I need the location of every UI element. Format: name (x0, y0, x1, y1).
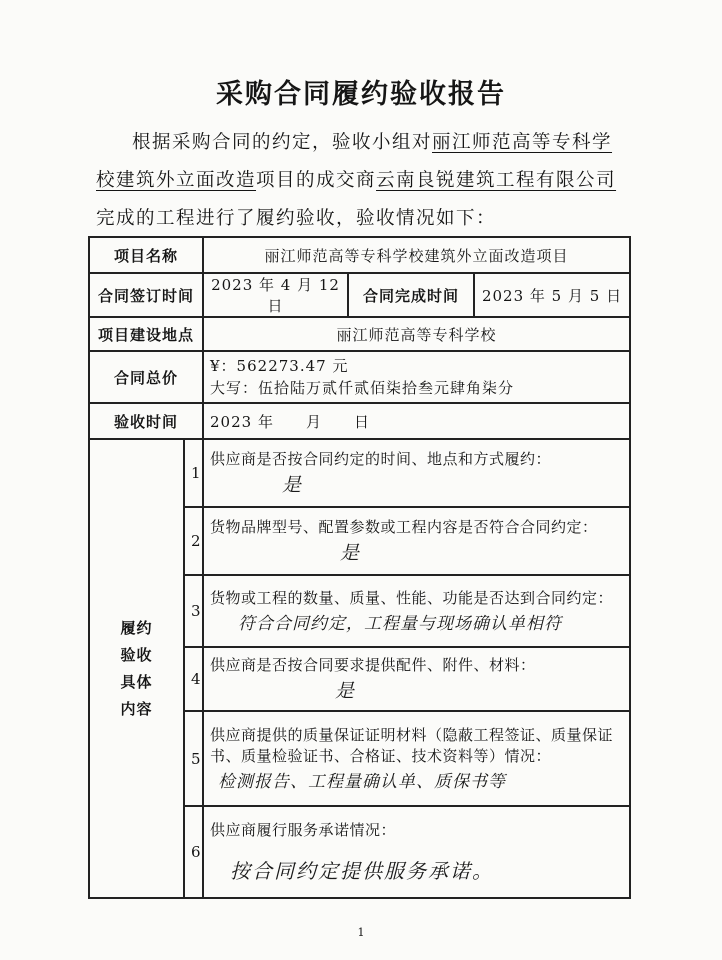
sign-date-label: 合同签订时间 (89, 273, 203, 317)
item-number: 5 (184, 711, 203, 806)
item-number: 2 (184, 507, 203, 575)
item-question: 货物或工程的数量、质量、性能、功能是否达到合同约定： (210, 589, 614, 607)
item-answer-handwritten: 是 (340, 542, 362, 564)
item-question: 供应商是否按合同约定的时间、地点和方式履约： (210, 450, 552, 468)
row-project-name (89, 237, 630, 273)
item-question: 供应商履行服务承诺情况： (210, 821, 397, 839)
project-name-label: 项目名称 (89, 237, 203, 273)
item-number: 1 (184, 439, 203, 507)
site-value: 丽江师范高等专科学校 (203, 317, 630, 351)
row-price (89, 351, 630, 403)
row-item-1 (89, 439, 630, 507)
price-value (203, 351, 630, 403)
site-label: 项目建设地点 (89, 317, 203, 351)
item-answer-handwritten: 按合同约定提供服务承诺。 (230, 859, 495, 883)
accept-time-label: 验收时间 (89, 403, 203, 439)
item-cell (203, 439, 630, 507)
project-name-value: 丽江师范高等专科学校建筑外立面改造项目 (203, 237, 630, 273)
item-cell (203, 647, 630, 711)
acceptance-table (88, 236, 631, 899)
item-question: 供应商提供的质量保证证明材料（隐蔽工程签证、质量保证书、质量检验证书、合格证、技术资料等）情况： (210, 726, 614, 765)
intro-supplier-name: 云南良锐建筑工程有限公司 (376, 170, 617, 191)
item-question: 货物品牌型号、配置参数或工程内容是否符合合同约定： (210, 518, 598, 536)
price-in-words: 大写：伍拾陆万贰仟贰佰柒拾叁元肆角柒分 (210, 379, 515, 397)
complete-date-label: 合同完成时间 (348, 273, 474, 317)
item-answer-handwritten: 符合合同约定，工程量与现场确认单相符 (238, 614, 563, 634)
complete-date-value: 2023 年 5 月 5 日 (474, 273, 630, 317)
row-dates (89, 273, 630, 317)
item-number: 6 (184, 806, 203, 898)
intro-project-name: 丽江师范高等专科学校建筑外立面改造 (96, 132, 613, 191)
row-site (89, 317, 630, 351)
item-cell (203, 575, 630, 647)
sign-date-value: 2023 年 4 月 12 日 (203, 273, 348, 317)
item-cell (203, 507, 630, 575)
price-number: ¥：562273.47 元 (210, 357, 349, 375)
intro-text-3: 完成的工程进行了履约验收，验收情况如下： (96, 208, 497, 229)
detail-section-label: 履约 验收 具体 内容 (89, 439, 184, 898)
item-cell (203, 806, 630, 898)
accept-time-value: 2023 年 月 日 (203, 403, 630, 439)
item-number: 4 (184, 647, 203, 711)
item-answer-handwritten: 是 (282, 474, 304, 496)
row-accept-time (89, 403, 630, 439)
item-cell (203, 711, 630, 806)
report-title: 采购合同履约验收报告 (216, 79, 506, 110)
price-label: 合同总价 (89, 351, 203, 403)
intro-text-2: 项目的成交商 (256, 170, 377, 191)
intro-paragraph (96, 124, 626, 238)
item-question: 供应商是否按合同要求提供配件、附件、材料： (210, 656, 536, 674)
page-number: 1 (357, 926, 365, 939)
item-answer-handwritten: 检测报告、工程量确认单、质保书等 (218, 772, 507, 792)
item-number: 3 (184, 575, 203, 647)
intro-text-1: 根据采购合同的约定，验收小组对 (132, 132, 433, 153)
item-answer-handwritten: 是 (335, 680, 357, 702)
